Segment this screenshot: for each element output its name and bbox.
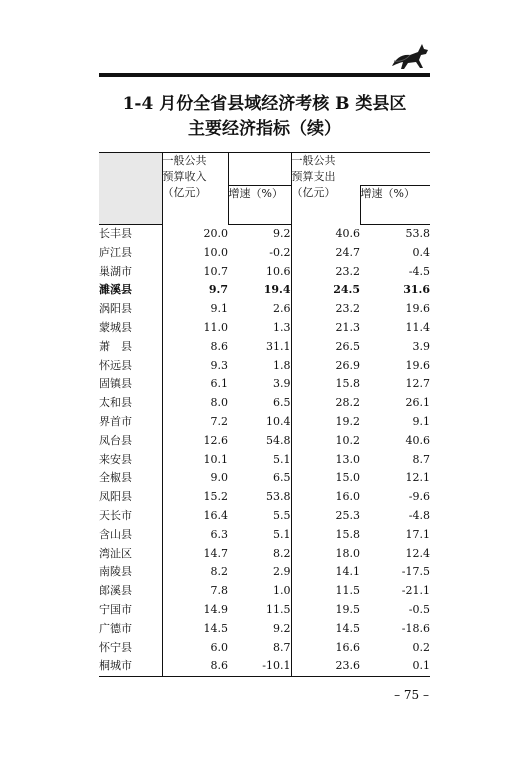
- expenditure-growth-value: 12.4: [405, 546, 430, 560]
- expenditure-value: 19.2: [335, 414, 360, 428]
- revenue-growth-value: 6.5: [228, 394, 291, 413]
- expenditure-value: 19.5: [335, 602, 360, 616]
- county-name: 界首市: [99, 413, 162, 432]
- expenditure-growth-value: 9.1: [412, 414, 430, 428]
- header-rule: [99, 73, 430, 77]
- expenditure-value: 23.2: [335, 302, 360, 316]
- table-row: [99, 601, 430, 620]
- table-row: [99, 451, 430, 470]
- revenue-growth-value: 10.6: [228, 263, 291, 282]
- table-row: [99, 507, 430, 526]
- table-row: [99, 620, 430, 639]
- expenditure-growth-value: 8.7: [412, 452, 430, 466]
- expenditure-growth-value: -4.8: [408, 508, 430, 522]
- revenue-value: 14.9: [203, 602, 228, 616]
- revenue-header: 一般公共 预算收入 （亿元）: [162, 153, 228, 225]
- header-corner-cell: [99, 153, 162, 225]
- expenditure-growth-value: 11.4: [405, 320, 430, 334]
- expenditure-growth-value: 53.8: [405, 227, 430, 240]
- expenditure-value: 23.6: [291, 657, 360, 676]
- revenue-value: 9.1: [210, 302, 228, 316]
- revenue-growth-value: 5.1: [228, 451, 291, 470]
- revenue-growth-value: 6.5: [228, 469, 291, 488]
- expenditure-value: 24.7: [335, 245, 360, 259]
- table-row: [99, 639, 430, 658]
- county-name: 怀远县: [99, 357, 162, 376]
- county-name: 南陵县: [99, 563, 162, 582]
- revenue-value: 10.0: [203, 245, 228, 259]
- table-row: [99, 432, 430, 451]
- county-name: 凤阳县: [99, 488, 162, 507]
- revenue-growth-value: -10.1: [228, 657, 291, 676]
- expenditure-growth-value: 17.1: [405, 527, 430, 541]
- revenue-growth-value: 5.1: [228, 526, 291, 545]
- revenue-value: 9.3: [210, 358, 228, 372]
- revenue-growth-value: 10.4: [228, 413, 291, 432]
- expenditure-growth-value: 0.2: [412, 640, 430, 654]
- expenditure-growth-value: 40.6: [405, 433, 430, 447]
- table-row: [99, 582, 430, 601]
- revenue-growth-value: 53.8: [228, 488, 291, 507]
- table-row: [99, 244, 430, 263]
- expenditure-value: 28.2: [335, 396, 360, 410]
- revenue-growth-value: 2.6: [228, 300, 291, 319]
- expenditure-value: 40.6: [335, 226, 360, 240]
- table-subtitle: 主要经济指标（续）: [188, 119, 341, 139]
- revenue-growth-value: 9.2: [228, 620, 291, 639]
- expenditure-growth-value: 12.7: [405, 377, 430, 391]
- revenue-value: 10.1: [203, 452, 228, 466]
- county-name: 天长市: [99, 507, 162, 526]
- horse-logo-icon: [388, 40, 432, 74]
- expenditure-growth-value: 12.1: [405, 471, 430, 485]
- expenditure-growth-value: 19.6: [405, 302, 430, 316]
- revenue-growth-value: -0.2: [228, 244, 291, 263]
- revenue-growth-value: 3.9: [228, 375, 291, 394]
- county-name: 巢湖市: [99, 263, 162, 282]
- revenue-value: 14.7: [203, 546, 228, 560]
- expenditure-value: 26.9: [335, 358, 360, 372]
- county-name: 长丰县: [99, 225, 162, 244]
- expenditure-growth-value: 0.1: [360, 657, 430, 676]
- expenditure-value: 10.2: [335, 433, 360, 447]
- expenditure-value: 15.8: [335, 377, 360, 391]
- table-row: [99, 394, 430, 413]
- revenue-growth-value: 8.2: [228, 545, 291, 564]
- table-row: [99, 488, 430, 507]
- table-title: 1-4 月份全省县域经济考核 B 类县区: [122, 94, 407, 114]
- economic-indicators-table: [99, 152, 430, 677]
- revenue-value: 8.2: [210, 565, 228, 579]
- table-row: [99, 563, 430, 582]
- revenue-value: 6.3: [210, 527, 228, 541]
- county-name: 广德市: [99, 620, 162, 639]
- revenue-value: 8.0: [210, 396, 228, 410]
- table-row: [99, 263, 430, 282]
- expenditure-header: 一般公共 预算支出 （亿元）: [291, 153, 360, 225]
- revenue-value: 14.5: [203, 621, 228, 635]
- expenditure-value: 21.3: [335, 320, 360, 334]
- revenue-growth-value: 1.3: [228, 319, 291, 338]
- expenditure-growth-value: -0.5: [408, 602, 430, 616]
- expenditure-growth-value: -17.5: [401, 565, 430, 579]
- table-row: [99, 545, 430, 564]
- county-name: 郎溪县: [99, 582, 162, 601]
- expenditure-value: 15.0: [335, 471, 360, 485]
- county-name: 固镇县: [99, 375, 162, 394]
- county-name: 萧 县: [99, 338, 162, 357]
- revenue-growth-value: 11.5: [228, 601, 291, 620]
- revenue-value: 6.0: [210, 640, 228, 654]
- revenue-growth-value: 8.7: [228, 639, 291, 658]
- revenue-growth-value: 19.4: [228, 281, 291, 300]
- table-row: [99, 413, 430, 432]
- revenue-value: 10.7: [203, 264, 228, 278]
- revenue-value: 8.6: [210, 339, 228, 353]
- table-row: [99, 300, 430, 319]
- revenue-growth-value: 9.2: [228, 225, 291, 244]
- county-name: 湾沚区: [99, 545, 162, 564]
- county-name: 桐城市: [99, 657, 162, 676]
- revenue-growth-value: 2.9: [228, 563, 291, 582]
- revenue-value: 7.8: [210, 584, 228, 598]
- county-name: 太和县: [99, 394, 162, 413]
- revenue-value: 9.7: [208, 283, 228, 297]
- expenditure-growth-value: 19.6: [405, 358, 430, 372]
- revenue-value: 6.1: [210, 377, 228, 391]
- expenditure-value: 14.1: [335, 565, 360, 579]
- expenditure-growth-value: 31.6: [403, 283, 430, 297]
- expenditure-growth-header: 增速（%）: [360, 186, 430, 225]
- expenditure-growth-value: 0.4: [412, 245, 430, 259]
- expenditure-value: 23.2: [335, 264, 360, 278]
- expenditure-growth-value: 3.9: [412, 339, 430, 353]
- county-name: 凤台县: [99, 432, 162, 451]
- table-row: [99, 319, 430, 338]
- county-name: 庐江县: [99, 244, 162, 263]
- county-name: 全椒县: [99, 469, 162, 488]
- expenditure-value: 13.0: [335, 452, 360, 466]
- expenditure-value: 24.5: [333, 283, 360, 297]
- revenue-value: 7.2: [210, 414, 228, 428]
- county-name: 宁国市: [99, 601, 162, 620]
- revenue-value: 15.2: [203, 490, 228, 504]
- revenue-growth-value: 5.5: [228, 507, 291, 526]
- table-row: [99, 469, 430, 488]
- revenue-growth-value: 31.1: [228, 338, 291, 357]
- expenditure-value: 15.8: [335, 527, 360, 541]
- expenditure-value: 16.6: [335, 640, 360, 654]
- table-row: [99, 357, 430, 376]
- county-name: 涡阳县: [99, 300, 162, 319]
- expenditure-growth-value: -4.5: [408, 264, 430, 278]
- expenditure-value: 18.0: [335, 546, 360, 560]
- page-number: – 75 –: [394, 688, 429, 702]
- expenditure-value: 14.5: [335, 621, 360, 635]
- expenditure-growth-value: -18.6: [401, 621, 430, 635]
- table-row: [99, 526, 430, 545]
- revenue-growth-value: 1.0: [228, 582, 291, 601]
- revenue-growth-value: 54.8: [228, 432, 291, 451]
- revenue-value: 8.6: [162, 657, 228, 676]
- county-name: 含山县: [99, 526, 162, 545]
- revenue-growth-value: 1.8: [228, 357, 291, 376]
- revenue-value: 9.0: [210, 471, 228, 485]
- table-row: [99, 657, 430, 676]
- expenditure-value: 11.5: [335, 584, 360, 598]
- expenditure-value: 25.3: [335, 508, 360, 522]
- county-name: 来安县: [99, 451, 162, 470]
- county-name: 怀宁县: [99, 639, 162, 658]
- expenditure-value: 26.5: [335, 339, 360, 353]
- county-name: 濉溪县: [99, 281, 162, 300]
- expenditure-growth-value: -21.1: [401, 584, 430, 598]
- revenue-value: 11.0: [203, 320, 228, 334]
- table-row: [99, 225, 430, 244]
- revenue-growth-header: 增速（%）: [228, 186, 291, 225]
- revenue-value: 20.0: [203, 226, 228, 240]
- table-row: [99, 375, 430, 394]
- expenditure-value: 16.0: [335, 490, 360, 504]
- table-row: [99, 338, 430, 357]
- expenditure-growth-value: 26.1: [405, 396, 430, 410]
- table-row: [99, 281, 430, 300]
- revenue-value: 16.4: [203, 508, 228, 522]
- revenue-value: 12.6: [203, 433, 228, 447]
- county-name: 蒙城县: [99, 319, 162, 338]
- expenditure-growth-value: -9.6: [408, 490, 430, 504]
